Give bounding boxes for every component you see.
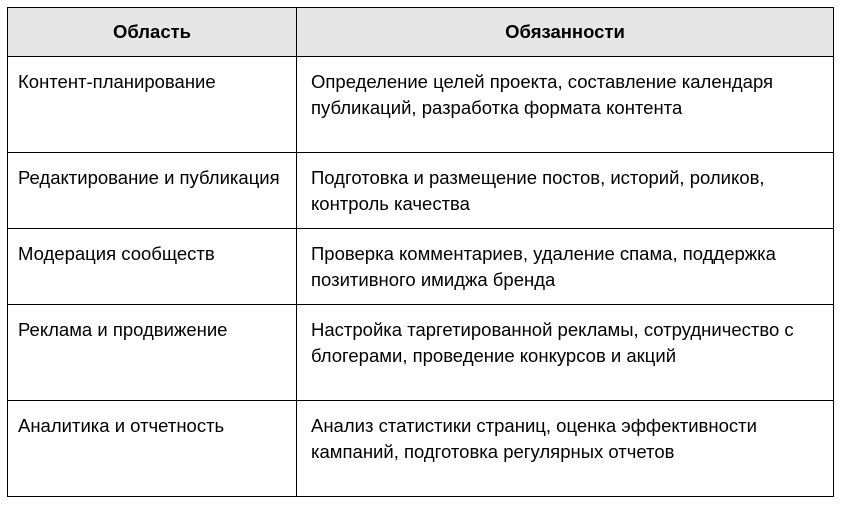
header-duties: Обязанности — [297, 8, 834, 57]
row-area-cell: Редактирование и публикация — [8, 153, 297, 229]
row-area-cell: Контент-планирование — [8, 57, 297, 153]
responsibilities-table — [7, 7, 834, 497]
row-duties-cell: Подготовка и размещение постов, историй, роликов, контроль качества — [297, 153, 834, 229]
table-row — [8, 153, 834, 229]
table-header-row — [8, 8, 834, 57]
row-duties-cell: Анализ статистики страниц, оценка эффективности кампаний, подготовка регулярных отчетов — [297, 401, 834, 497]
row-area-cell: Аналитика и отчетность — [8, 401, 297, 497]
row-duties-cell: Проверка комментариев, удаление спама, поддержка позитивного имиджа бренда — [297, 229, 834, 305]
row-area-cell: Модерация сообществ — [8, 229, 297, 305]
table-row — [8, 57, 834, 153]
row-duties-cell: Настройка таргетированной рекламы, сотрудничество с блогерами, проведение конкурсов и акций — [297, 305, 834, 401]
responsibilities-table-container — [7, 7, 833, 497]
table-row — [8, 229, 834, 305]
row-duties-cell: Определение целей проекта, составление календаря публикаций, разработка формата контента — [297, 57, 834, 153]
row-area-cell: Реклама и продвижение — [8, 305, 297, 401]
table-row — [8, 305, 834, 401]
header-area: Область — [8, 8, 297, 57]
table-row — [8, 401, 834, 497]
